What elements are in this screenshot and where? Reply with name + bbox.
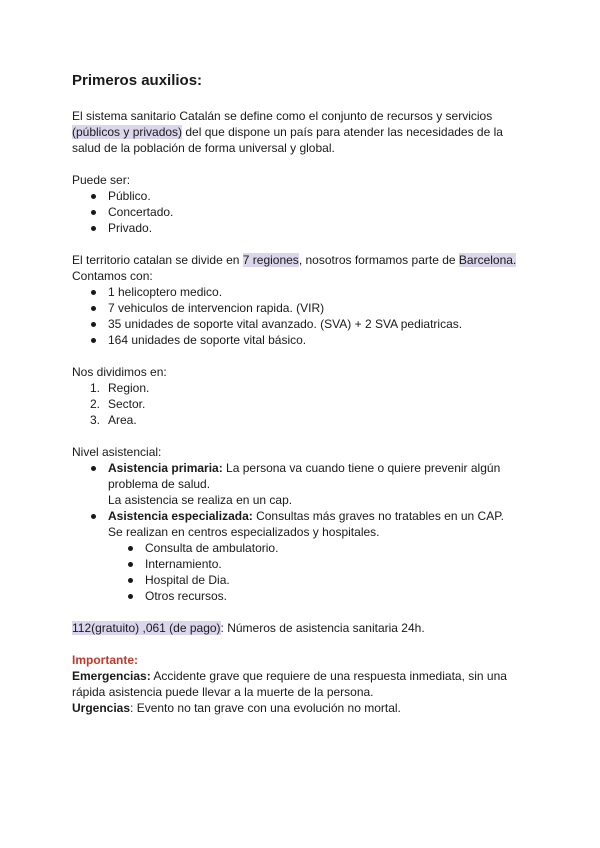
phones-highlight: 112(gratuito) ,061 (de pago) bbox=[72, 621, 221, 635]
care-label: Nivel asistencial: bbox=[72, 445, 162, 459]
list-item bbox=[72, 396, 532, 412]
urgencias-paragraph bbox=[72, 700, 532, 716]
page-title: Primeros auxilios: bbox=[72, 72, 203, 89]
resources-label: Contamos con: bbox=[72, 269, 153, 283]
resources-list bbox=[72, 284, 532, 348]
specialized-sublist bbox=[72, 540, 532, 604]
list-item: 164 unidades de soporte vital básico. bbox=[72, 332, 532, 348]
intro-paragraph bbox=[72, 108, 532, 156]
list-item bbox=[72, 380, 532, 396]
list-number: 2. bbox=[90, 397, 101, 411]
emergencias-paragraph bbox=[72, 668, 532, 700]
list-item-text: Region. bbox=[108, 381, 150, 395]
list-number: 3. bbox=[90, 413, 101, 427]
list-item: Consulta de ambulatorio. bbox=[72, 540, 532, 556]
intro-text-end: del que dispone un país para atender las necesidades de la salud de la población de forma universal y global. bbox=[72, 125, 503, 155]
care-specialized-term: Asistencia especializada: bbox=[108, 509, 253, 523]
list-item: 7 vehiculos de intervencion rapida. (VIR) bbox=[72, 300, 532, 316]
list-item: 35 unidades de soporte vital avanzado. (SVA) + 2 SVA pediatricas. bbox=[72, 316, 532, 332]
territory-text-2: , nosotros formamos parte de bbox=[298, 253, 459, 267]
divisions-label: Nos dividimos en: bbox=[72, 365, 167, 379]
list-number: 1. bbox=[90, 381, 101, 395]
divisions-list bbox=[72, 380, 532, 428]
list-item: Concertado. bbox=[72, 204, 532, 220]
regions-highlight: 7 regiones bbox=[242, 253, 299, 267]
phones-paragraph bbox=[72, 620, 532, 636]
list-item: Hospital de Dia. bbox=[72, 572, 532, 588]
intro-text: El sistema sanitario Catalán se define como el conjunto de recursos y servicios bbox=[72, 109, 493, 123]
barcelona-highlight: Barcelona. bbox=[458, 253, 517, 267]
care-primary-extra: La asistencia se realiza en un cap. bbox=[108, 493, 293, 507]
urgencias-text: : Evento no tan grave con una evolución no mortal. bbox=[130, 701, 401, 715]
care-specialized-item bbox=[72, 508, 532, 540]
list-item-text: Sector. bbox=[108, 397, 146, 411]
care-specialized-desc: Consultas más graves no tratables en un CAP. bbox=[252, 509, 504, 523]
care-primary-item bbox=[72, 460, 532, 508]
care-list bbox=[72, 460, 532, 540]
care-primary-term: Asistencia primaria: bbox=[108, 461, 223, 475]
types-label: Puede ser: bbox=[72, 173, 131, 187]
types-list bbox=[72, 188, 532, 236]
list-item: Otros recursos. bbox=[72, 588, 532, 604]
list-item: 1 helicoptero medico. bbox=[72, 284, 532, 300]
emergencias-term: Emergencias: bbox=[72, 669, 151, 683]
phones-text: : Números de asistencia sanitaria 24h. bbox=[220, 621, 425, 635]
list-item bbox=[72, 412, 532, 428]
list-item-text: Area. bbox=[108, 413, 137, 427]
care-primary-desc: La persona va cuando tiene o quiere prevenir algún problema de salud. bbox=[108, 461, 501, 491]
list-item: Internamiento. bbox=[72, 556, 532, 572]
list-item: Privado. bbox=[72, 220, 532, 236]
territory-paragraph bbox=[72, 252, 532, 268]
list-item: Público. bbox=[72, 188, 532, 204]
important-heading: Importante: bbox=[72, 653, 138, 667]
emergencias-text: Accidente grave que requiere de una respuesta inmediata, sin una rápida asistencia puede llevar a la muerte de la persona. bbox=[72, 669, 507, 699]
document-body bbox=[72, 108, 532, 716]
intro-highlight: (públicos y privados) bbox=[72, 125, 183, 139]
territory-text: El territorio catalan se divide en bbox=[72, 253, 243, 267]
urgencias-term: Urgencias bbox=[72, 701, 131, 715]
care-specialized-extra: Se realizan en centros especializados y hospitales. bbox=[108, 525, 380, 539]
